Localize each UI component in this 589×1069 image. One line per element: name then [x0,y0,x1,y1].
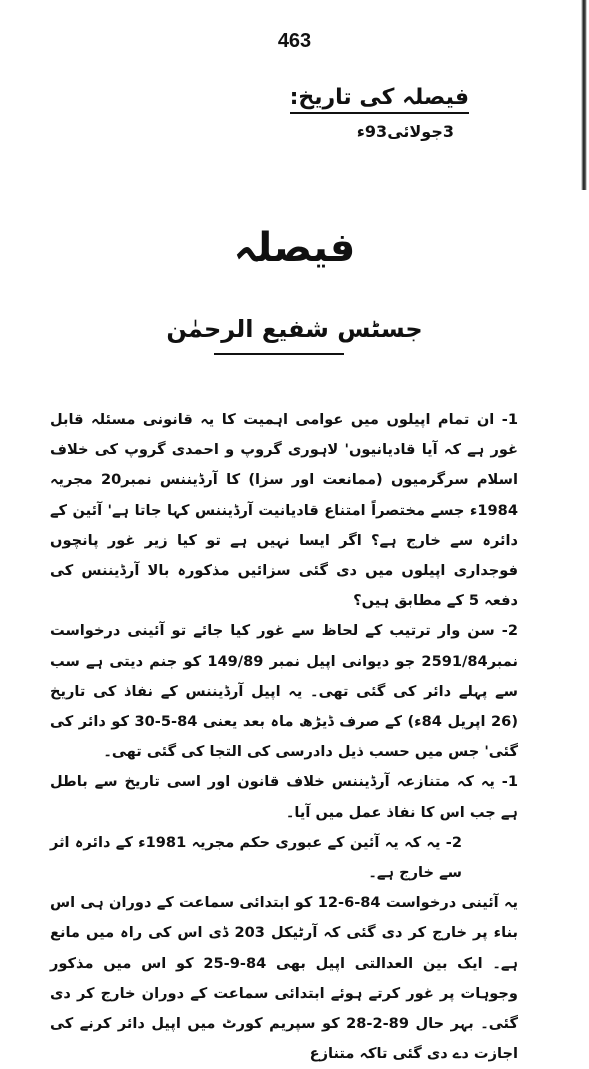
paragraph-3: یہ آئینی درخواست 84-6-12 کو ابتدائی سماعت کے دوران ہی اس بناء پر خارج کر دی گئی کہ آرٹیکل 203 ڈی اس کی راہ میں مانع ہے۔ ایک بین العدالتی اپیل بھی 84-9-25 کو اس میں مذکور وجوہات پر غور کرتے ہوئے ابتدائی سماعت کے دوران خارج کر دی گئی۔ بہر حال 89-2-28 کو سپریم کورٹ میں اپیل دائر کرنے کی اجازت دے دی گئی تاکہ متنازع [50,894,519,1063]
body-text [50,405,532,1069]
decision-date-label: فیصلہ کی تاریخ: [290,85,469,114]
scan-edge-mark [581,0,587,190]
paragraph-1: 1- ان تمام اپیلوں میں عوامی اہمیت کا یہ قانونی مسئلہ قابل غور ہے کہ آیا قادیانیوں' لاہوری گروپ و احمدی گروپ کی خلاف اسلام سرگرمیوں (ممانعت اور سزا) کا آرڈیننس نمبر20 مجریہ 1984ء جسے مختصراً امتناع قادیانیت آرڈیننس کہا جاتا ہے' آئین کے دائرہ سے خارج ہے؟ اگر ایسا نہیں ہے تو کیا زیر غور پانچوں فوجداری اپیلوں میں دی گئی سزائیں مذکورہ بالا آرڈیننس کی دفعہ 5 کے مطابق ہیں؟ [50,411,518,610]
relief-item-1: 1- یہ کہ متنازعہ آرڈیننس خلاف قانون اور اسی تاریخ سے باطل ہے جب اس کا نفاذ عمل میں آیا۔ [50,773,518,821]
paragraph-2: 2- سن وار ترتیب کے لحاظ سے غور کیا جائے تو آئینی درخواست نمبر2591/84 جو دیوانی اپیل نمبر 149/89 کو جنم دیتی ہے سب سے پہلے دائر کی گئی تھی۔ یہ اپیل آرڈیننس کے نفاذ کی تاریخ (26 اپریل 84ء) کے صرف ڈیڑھ ماہ بعد یعنی 84-5-30 کو دائر کی گئی' جس میں حسب ذیل دادرسی کی التجا کی گئی تھی۔ [50,622,519,761]
page-title: فیصلہ [233,225,356,271]
decision-date-value: 3جولائی93ء [356,122,454,141]
author-heading: جسٹس شفیع الرحمٰن [166,315,423,343]
page-number: 463 [277,30,312,52]
relief-item-2: 2- یہ کہ یہ آئین کے عبوری حکم مجریہ 1981ء کے دائرہ اثر سے خارج ہے۔ [50,833,462,882]
author-underline [214,353,344,355]
